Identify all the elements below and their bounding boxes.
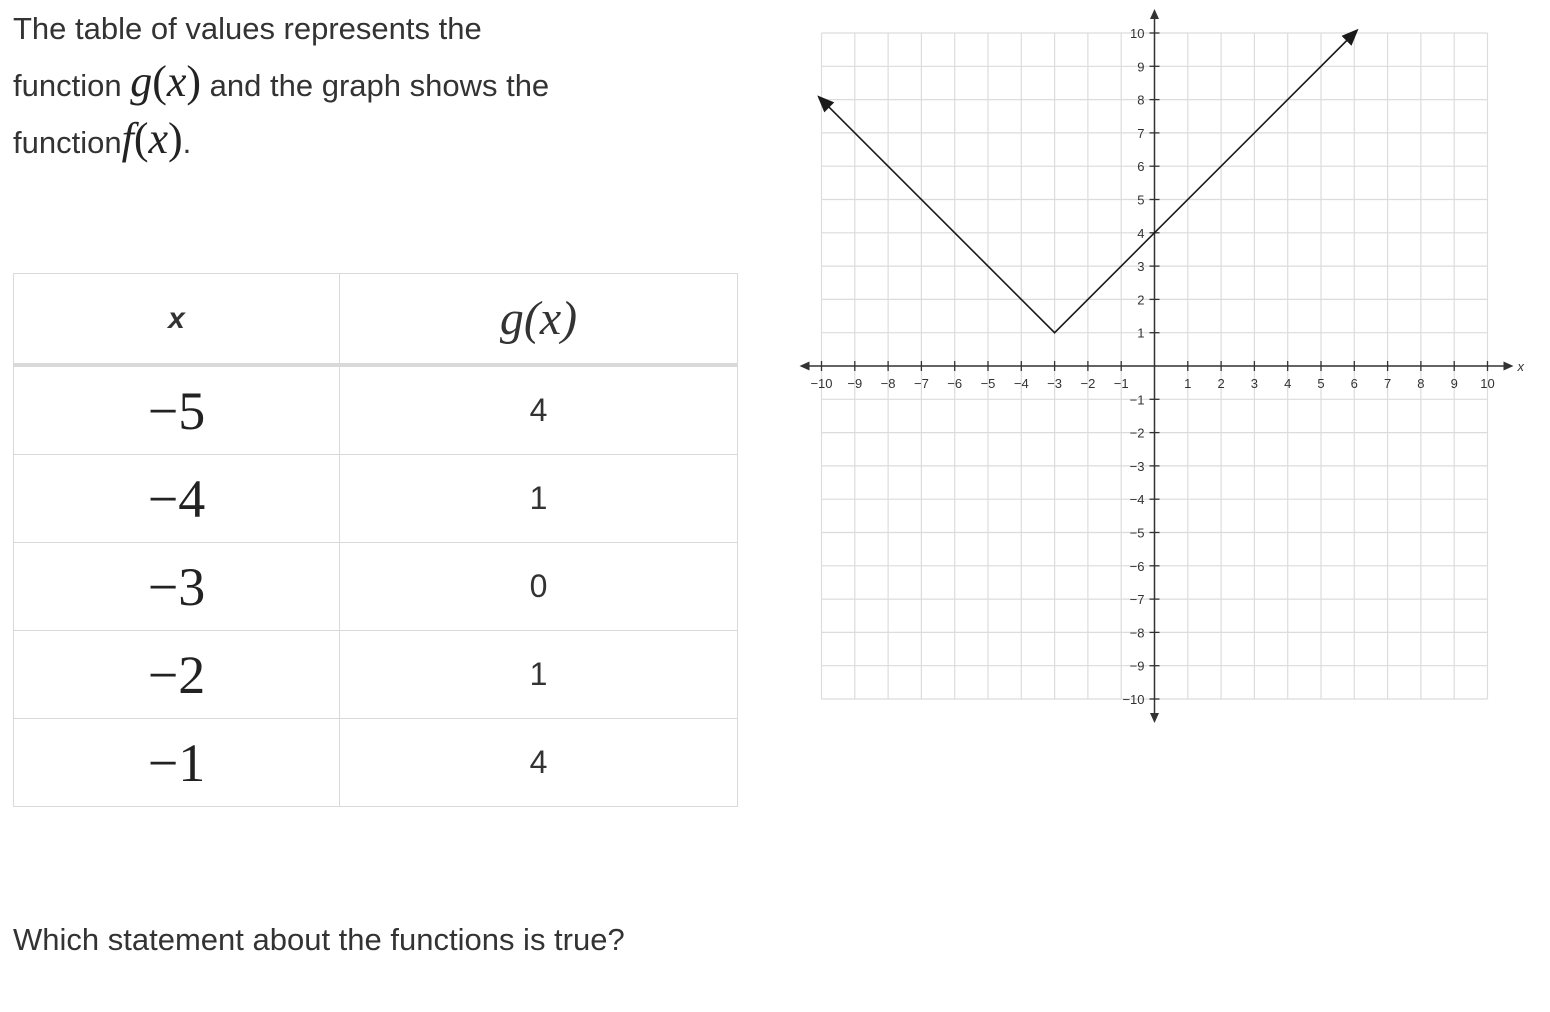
- g-function-name: g: [130, 57, 153, 106]
- table-cell-g: 4: [340, 719, 738, 807]
- table-row: [14, 719, 738, 807]
- x-tick-label: 4: [1284, 376, 1292, 391]
- y-axis-up-arrow: [1150, 9, 1159, 19]
- x-tick-label: −3: [1047, 376, 1063, 391]
- table-row: [14, 543, 738, 631]
- table-cell-g: 1: [340, 455, 738, 543]
- table-cell-x: −2: [14, 631, 340, 719]
- table-header-row: [14, 274, 738, 366]
- y-tick-label: 1: [1137, 325, 1145, 341]
- axes: [800, 9, 1514, 723]
- y-tick-label: 9: [1137, 59, 1145, 75]
- f-of-x-expression: f(x): [121, 114, 183, 163]
- prompt-line-3: [13, 112, 773, 169]
- y-tick-label: 10: [1130, 26, 1145, 41]
- y-tick-label: −5: [1129, 525, 1145, 541]
- table-cell-x: −4: [14, 455, 340, 543]
- y-tick-label: −1: [1129, 392, 1145, 408]
- prompt-line-2-tail: and the graph shows the: [201, 68, 550, 103]
- y-tick-label: −9: [1129, 658, 1145, 674]
- x-tick-label: −6: [947, 376, 963, 391]
- prompt-line-1: The table of values represents the: [13, 11, 482, 46]
- x-tick-label: 8: [1417, 376, 1425, 391]
- y-tick-label: −4: [1129, 492, 1145, 508]
- y-tick-label: 3: [1137, 259, 1145, 275]
- x-axis-right-arrow: [1504, 362, 1514, 371]
- table-row: [14, 365, 738, 455]
- y-tick-label: 7: [1137, 125, 1145, 141]
- x-tick-label: 9: [1450, 376, 1458, 391]
- table-cell-g: 1: [340, 631, 738, 719]
- x-tick-label: 1: [1184, 376, 1192, 391]
- y-tick-label: −3: [1129, 458, 1145, 474]
- g-of-x-expression: g(x): [130, 57, 202, 106]
- y-tick-label: 4: [1137, 225, 1145, 241]
- x-tick-label: −10: [810, 376, 833, 391]
- prompt-line-3-text: function: [13, 125, 122, 160]
- x-tick-label: 10: [1480, 376, 1495, 391]
- y-tick-label: 2: [1137, 292, 1145, 308]
- x-tick-label: −8: [880, 376, 896, 391]
- table-cell-g: 4: [340, 365, 738, 455]
- y-axis-down-arrow: [1150, 713, 1159, 723]
- y-tick-label: −8: [1129, 625, 1145, 641]
- table-row: [14, 455, 738, 543]
- x-tick-label: 6: [1350, 376, 1358, 391]
- table-cell-x: −1: [14, 719, 340, 807]
- values-table: [13, 273, 738, 807]
- table-cell-x: −3: [14, 543, 340, 631]
- y-tick-label: −6: [1129, 558, 1145, 574]
- y-tick-label: 5: [1137, 192, 1145, 208]
- table-cell-g: 0: [340, 543, 738, 631]
- y-tick-label: −2: [1129, 425, 1145, 441]
- x-tick-label: 3: [1250, 376, 1259, 391]
- coordinate-graph: [790, 0, 1530, 730]
- prompt-line-2-text: function: [13, 68, 131, 103]
- y-tick-label: −10: [1122, 692, 1145, 707]
- x-tick-label: −7: [913, 376, 929, 391]
- table-header-x: x: [14, 274, 340, 366]
- x-axis-label: x: [1517, 359, 1524, 374]
- table-header-g: g(x): [340, 274, 738, 366]
- y-tick-label: −7: [1129, 592, 1145, 608]
- f-function-name: f: [121, 114, 134, 163]
- table-cell-x: −5: [14, 365, 340, 455]
- x-tick-label: 7: [1383, 376, 1392, 391]
- x-tick-label: −1: [1113, 376, 1129, 391]
- table-row: [14, 631, 738, 719]
- x-tick-label: −5: [980, 376, 996, 391]
- x-tick-label: 2: [1217, 376, 1225, 391]
- x-tick-label: 5: [1317, 376, 1325, 391]
- x-tick-label: −4: [1013, 376, 1029, 391]
- x-variable-name-2: x: [148, 114, 168, 163]
- question-prompt: [13, 2, 773, 169]
- question-text: Which statement about the functions is true?: [13, 922, 625, 957]
- x-variable-name: x: [166, 57, 187, 106]
- y-tick-label: 8: [1137, 92, 1145, 108]
- y-tick-label: 6: [1137, 159, 1145, 175]
- x-axis-left-arrow: [800, 362, 810, 371]
- x-tick-label: −9: [847, 376, 863, 391]
- prompt-line-3-tail: .: [182, 125, 192, 160]
- x-tick-label: −2: [1080, 376, 1096, 391]
- prompt-line-2: [13, 55, 773, 112]
